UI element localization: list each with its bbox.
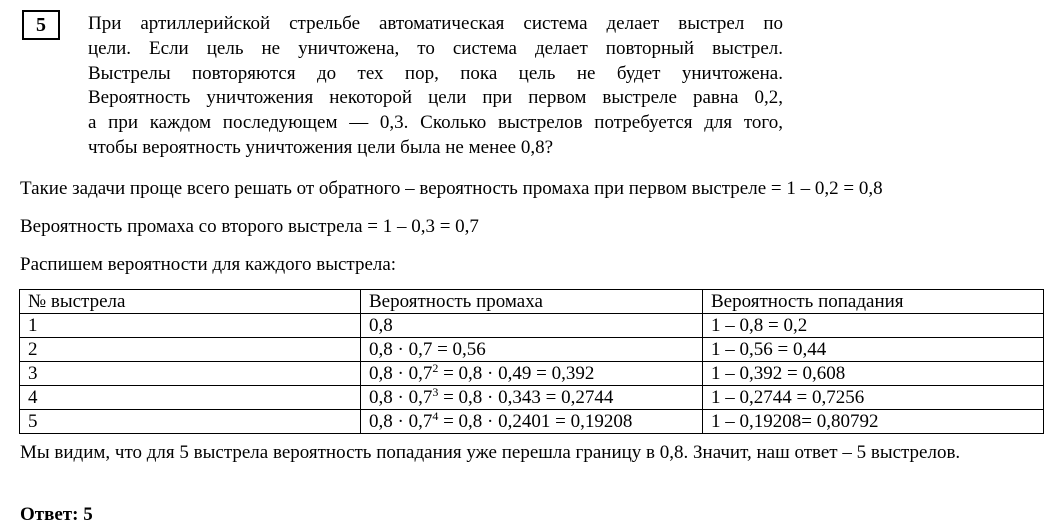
task-line: При артиллерийской стрельбе автоматическая система делает выстрел по bbox=[88, 13, 783, 34]
miss-cell: 0,8 bbox=[361, 314, 703, 338]
task-line: Вероятность уничтожения некоторой цели при первом выстреле равна 0,2, bbox=[88, 87, 783, 109]
hit-cell: 1 – 0,56 = 0,44 bbox=[703, 338, 1044, 362]
miss-cell: $0,8 \cdot 0,7^2 = 0,8 \cdot 0,49 = 0,392$ bbox=[361, 362, 703, 386]
header-hit-probability: Вероятность попадания bbox=[703, 290, 1044, 314]
shot-cell: 1 bbox=[20, 314, 361, 338]
exponent: 2 bbox=[432, 361, 439, 375]
miss-cell: 0,8 · 0,7 = 0,56 bbox=[361, 338, 703, 362]
miss-cell: $0,8 \cdot 0,7^3 = 0,8 \cdot 0,343 = 0,2744$ bbox=[361, 386, 703, 410]
header-shot-number: № выстрела bbox=[20, 290, 361, 314]
hit-cell: 1 – 0,8 = 0,2 bbox=[703, 314, 1044, 338]
probability-table bbox=[19, 289, 1044, 434]
table-row bbox=[20, 386, 1044, 410]
hit-cell: 1 – 0,392 = 0,608 bbox=[703, 362, 1044, 386]
conclusion-text: Мы видим, что для 5 выстрела вероятность попадания уже перешла границу в 0,8. Значит, наш ответ – 5 выстрелов. bbox=[20, 442, 961, 463]
table-row bbox=[20, 338, 1044, 362]
solution-paragraph-2: Вероятность промаха со второго выстрела = 1 – 0,3 = 0,7 bbox=[20, 216, 479, 237]
header-miss-probability: Вероятность промаха bbox=[361, 290, 703, 314]
task-line: Выстрелы повторяются до тех пор, пока цель не будет уничтожена. bbox=[88, 62, 783, 84]
shot-cell: 5 bbox=[20, 410, 361, 434]
table-row bbox=[20, 314, 1044, 338]
exponent: 3 bbox=[432, 385, 439, 399]
answer-text: Ответ: 5 bbox=[20, 504, 93, 525]
task-line: чтобы вероятность уничтожения цели была не менее 0,8? bbox=[88, 136, 554, 158]
table-row bbox=[20, 410, 1044, 434]
task-line: цели. Если цель не уничтожена, то система делает повторный выстрел. bbox=[88, 37, 783, 59]
solution-paragraph-1: Такие задачи проще всего решать от обратного – вероятность промаха при первом выстреле = 1 – 0,2 = 0,8 bbox=[20, 178, 883, 199]
shot-cell: 2 bbox=[20, 338, 361, 362]
hit-cell: 1 – 0,2744 = 0,7256 bbox=[703, 386, 1044, 410]
table-row bbox=[20, 362, 1044, 386]
exponent: 4 bbox=[432, 409, 439, 423]
miss-cell: $0,8 \cdot 0,7^4 = 0,8 \cdot 0,2401 = 0,19208$ bbox=[361, 410, 703, 434]
solution-paragraph-3: Распишем вероятности для каждого выстрела: bbox=[20, 254, 397, 275]
table-header-row bbox=[20, 290, 1044, 314]
task-statement bbox=[88, 12, 783, 161]
shot-cell: 3 bbox=[20, 362, 361, 386]
task-line: а при каждом последующем — 0,3. Сколько выстрелов потребуется для того, bbox=[88, 112, 783, 134]
task-number-box: 5 bbox=[22, 10, 60, 40]
shot-cell: 4 bbox=[20, 386, 361, 410]
hit-cell: 1 – 0,19208= 0,80792 bbox=[703, 410, 1044, 434]
